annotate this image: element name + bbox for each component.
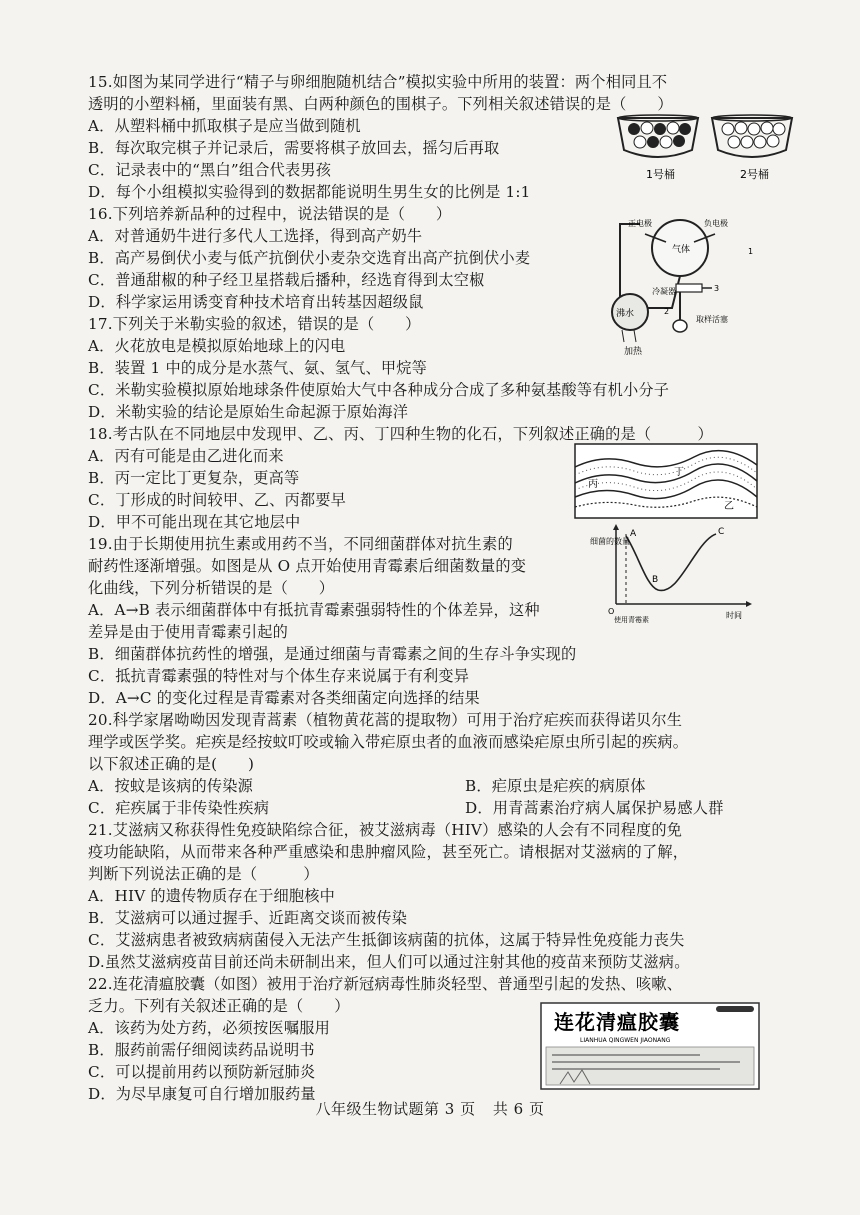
q20-stem-line-2: 理学或医学奖。疟疾是经按蚊叮咬或输入带疟原虫者的血液而感染疟原虫所引起的疾病。 — [88, 733, 689, 751]
q15-option-d: D．每个小组模拟实验得到的数据都能说明生男生女的比例是 1:1 — [88, 183, 531, 201]
axis-label-time: 时间 — [726, 611, 742, 620]
stratum-label-ding: 丁 — [674, 467, 684, 478]
label-negative-electrode: 负电极 — [704, 219, 728, 228]
q20-option-c: C．疟疾属于非传染性疾病 — [88, 799, 270, 817]
q19-option-a-line-1: A．A→B 表示细菌群体中有抵抗青霉素强弱特性的个体差异，这种 — [88, 601, 540, 619]
q16-option-d: D．科学家运用诱变育种技术培育出转基因超级鼠 — [88, 293, 424, 311]
label-gas: 气体 — [672, 245, 691, 255]
q19-option-d: D．A→C 的变化过程是青霉素对各类细菌定向选择的结果 — [88, 689, 480, 707]
strata-figure — [574, 443, 758, 519]
q18-option-d: D．甲不可能出现在其它地层中 — [88, 513, 301, 531]
q15-option-a: A．从塑料桶中抓取棋子是应当做到随机 — [88, 117, 361, 135]
q15-stem-line-1: 15.如图为某同学进行“精子与卵细胞随机结合”模拟实验中所用的装置：两个相同且不 — [88, 73, 668, 91]
q15-option-c: C．记录表中的“黑白”组合代表男孩 — [88, 161, 332, 179]
medicine-pinyin: LIANHUA QINGWEN JIAONANG — [580, 1037, 671, 1044]
q20-options-row-2 — [88, 797, 724, 819]
q21-stem-line-1: 21.艾滋病又称获得性免疫缺陷综合征，被艾滋病毒（HIV）感染的人会有不同程度的免 — [88, 821, 683, 839]
label-heating: 加热 — [624, 347, 643, 357]
q19-stem-line-1: 19.由于长期使用抗生素或用药不当，不同细菌群体对抗生素的 — [88, 535, 513, 553]
q21-stem-line-2: 疫功能缺陷，从而带来各种严重感染和患肿瘤风险，甚至死亡。请根据对艾滋病的了解， — [88, 843, 689, 861]
q16-option-b: B．高产易倒伏小麦与低产抗倒伏小麦杂交选育出高产抗倒伏小麦 — [88, 249, 531, 267]
q19-option-b: B．细菌群体抗药性的增强，是通过细菌与青霉素之间的生存斗争实现的 — [88, 645, 577, 663]
q15-stem-line-2: 透明的小塑料桶，里面装有黑、白两种颜色的围棋子。下列相关叙述错误的是（ ） — [88, 95, 673, 113]
label-use-penicillin: 使用青霉素 — [614, 616, 649, 624]
axis-origin-o: O — [608, 607, 615, 616]
curve-point-c: C — [718, 527, 725, 537]
q17-option-b: B．装置 1 中的成分是水蒸气、氨、氢气、甲烷等 — [88, 359, 428, 377]
q21-stem-line-3: 判断下列说法正确的是（ ） — [88, 865, 319, 883]
miller-apparatus-figure — [600, 212, 760, 362]
label-sampling-valve: 取样活塞 — [696, 315, 728, 324]
q15-option-b: B．每次取完棋子并记录后，需要将棋子放回去，摇匀后再取 — [88, 139, 500, 157]
bacteria-curve-figure — [586, 524, 756, 624]
q16-option-c: C．普通甜椒的种子经卫星搭载后播种，经选育得到太空椒 — [88, 271, 485, 289]
q19-option-c: C．抵抗青霉素强的特性对与个体生存来说属于有利变异 — [88, 667, 470, 685]
label-1: 1 — [748, 247, 754, 256]
q21-option-a: A．HIV 的遗传物质存在于细胞核中 — [88, 887, 336, 905]
q20-stem-line-3: 以下叙述正确的是( ) — [88, 755, 255, 773]
label-2: 2 — [664, 307, 670, 316]
label-3: 3 — [714, 284, 720, 293]
label-positive-electrode: 正电极 — [628, 219, 652, 228]
curve-point-b: B — [652, 575, 659, 585]
stratum-label-yi: 乙 — [724, 501, 734, 512]
label-condenser: 冷凝器 — [652, 287, 676, 296]
q22-option-b: B．服药前需仔细阅读药品说明书 — [88, 1041, 315, 1059]
q22-option-d: D．为尽早康复可自行增加服药量 — [88, 1085, 316, 1103]
stratum-label-bing: 丙 — [588, 479, 598, 490]
q18-option-b: B．丙一定比丁更复杂，更高等 — [88, 469, 300, 487]
q21-option-b: B．艾滋病可以通过握手、近距离交谈而被传染 — [88, 909, 408, 927]
q19-stem-line-3: 化曲线，下列分析错误的是（ ） — [88, 579, 335, 597]
q22-option-c: C．可以提前用药以预防新冠肺炎 — [88, 1063, 316, 1081]
q20-options-row-1 — [88, 775, 646, 797]
label-boiling-water: 沸水 — [616, 309, 635, 319]
bucket-figure — [612, 112, 802, 184]
q20-option-d: D．用青蒿素治疗病人属保护易感人群 — [465, 799, 724, 817]
footer-page-number: 八年级生物试题第 3 页 — [315, 1100, 476, 1118]
q19-stem-line-2: 耐药性逐渐增强。如图是从 O 点开始使用青霉素后细菌数量的变 — [88, 557, 527, 575]
footer-total-pages: 共 6 页 — [492, 1100, 545, 1118]
q17-option-a: A．火花放电是模拟原始地球上的闪电 — [88, 337, 346, 355]
curve-point-a: A — [630, 529, 637, 539]
q18-stem: 18.考古队在不同地层中发现甲、乙、丙、丁四种生物的化石，下列叙述正确的是（ ） — [88, 425, 713, 443]
q22-stem-line-1: 22.连花清瘟胶囊（如图）被用于治疗新冠病毒性肺炎轻型、普通型引起的发热、咳嗽、 — [88, 975, 683, 993]
q17-option-c: C．米勒实验模拟原始地球条件使原始大气中各种成分合成了多种氨基酸等有机小分子 — [88, 381, 670, 399]
medicine-box-figure — [540, 1002, 760, 1090]
axis-label-bacteria-count: 细菌的数量 — [590, 537, 630, 546]
bucket-1-label: 1号桶 — [646, 168, 675, 181]
bucket-2-label: 2号桶 — [740, 168, 769, 181]
medicine-title: 连花清瘟胶囊 — [554, 1010, 680, 1034]
q21-option-c: C．艾滋病患者被致病病菌侵入无法产生抵御该病菌的抗体，这属于特异性免疫能力丧失 — [88, 931, 685, 949]
q18-option-a: A．丙有可能是由乙进化而来 — [88, 447, 284, 465]
q20-option-b: B．疟原虫是疟疾的病原体 — [465, 777, 646, 795]
q17-stem: 17.下列关于米勒实验的叙述，错误的是（ ） — [88, 315, 421, 333]
page-footer — [0, 1098, 860, 1119]
q19-option-a-line-2: 差异是由于使用青霉素引起的 — [88, 623, 289, 641]
q21-option-d: D.虽然艾滋病疫苗目前还尚未研制出来，但人们可以通过注射其他的疫苗来预防艾滋病。 — [88, 953, 690, 971]
q20-option-a: A．按蚊是该病的传染源 — [88, 777, 254, 795]
q20-stem-line-1: 20.科学家屠呦呦因发现青蒿素（植物黄花蒿的提取物）可用于治疗疟疾而获得诺贝尔生 — [88, 711, 683, 729]
q16-option-a: A．对普通奶牛进行多代人工选择，得到高产奶牛 — [88, 227, 423, 245]
q22-option-a: A．该药为处方药，必须按医嘱服用 — [88, 1019, 330, 1037]
q22-stem-line-2: 乏力。下列有关叙述正确的是（ ） — [88, 997, 350, 1015]
q17-option-d: D．米勒实验的结论是原始生命起源于原始海洋 — [88, 403, 409, 421]
q16-stem: 16.下列培养新品种的过程中，说法错误的是（ ） — [88, 205, 452, 223]
q18-option-c: C．丁形成的时间较甲、乙、丙都要早 — [88, 491, 347, 509]
